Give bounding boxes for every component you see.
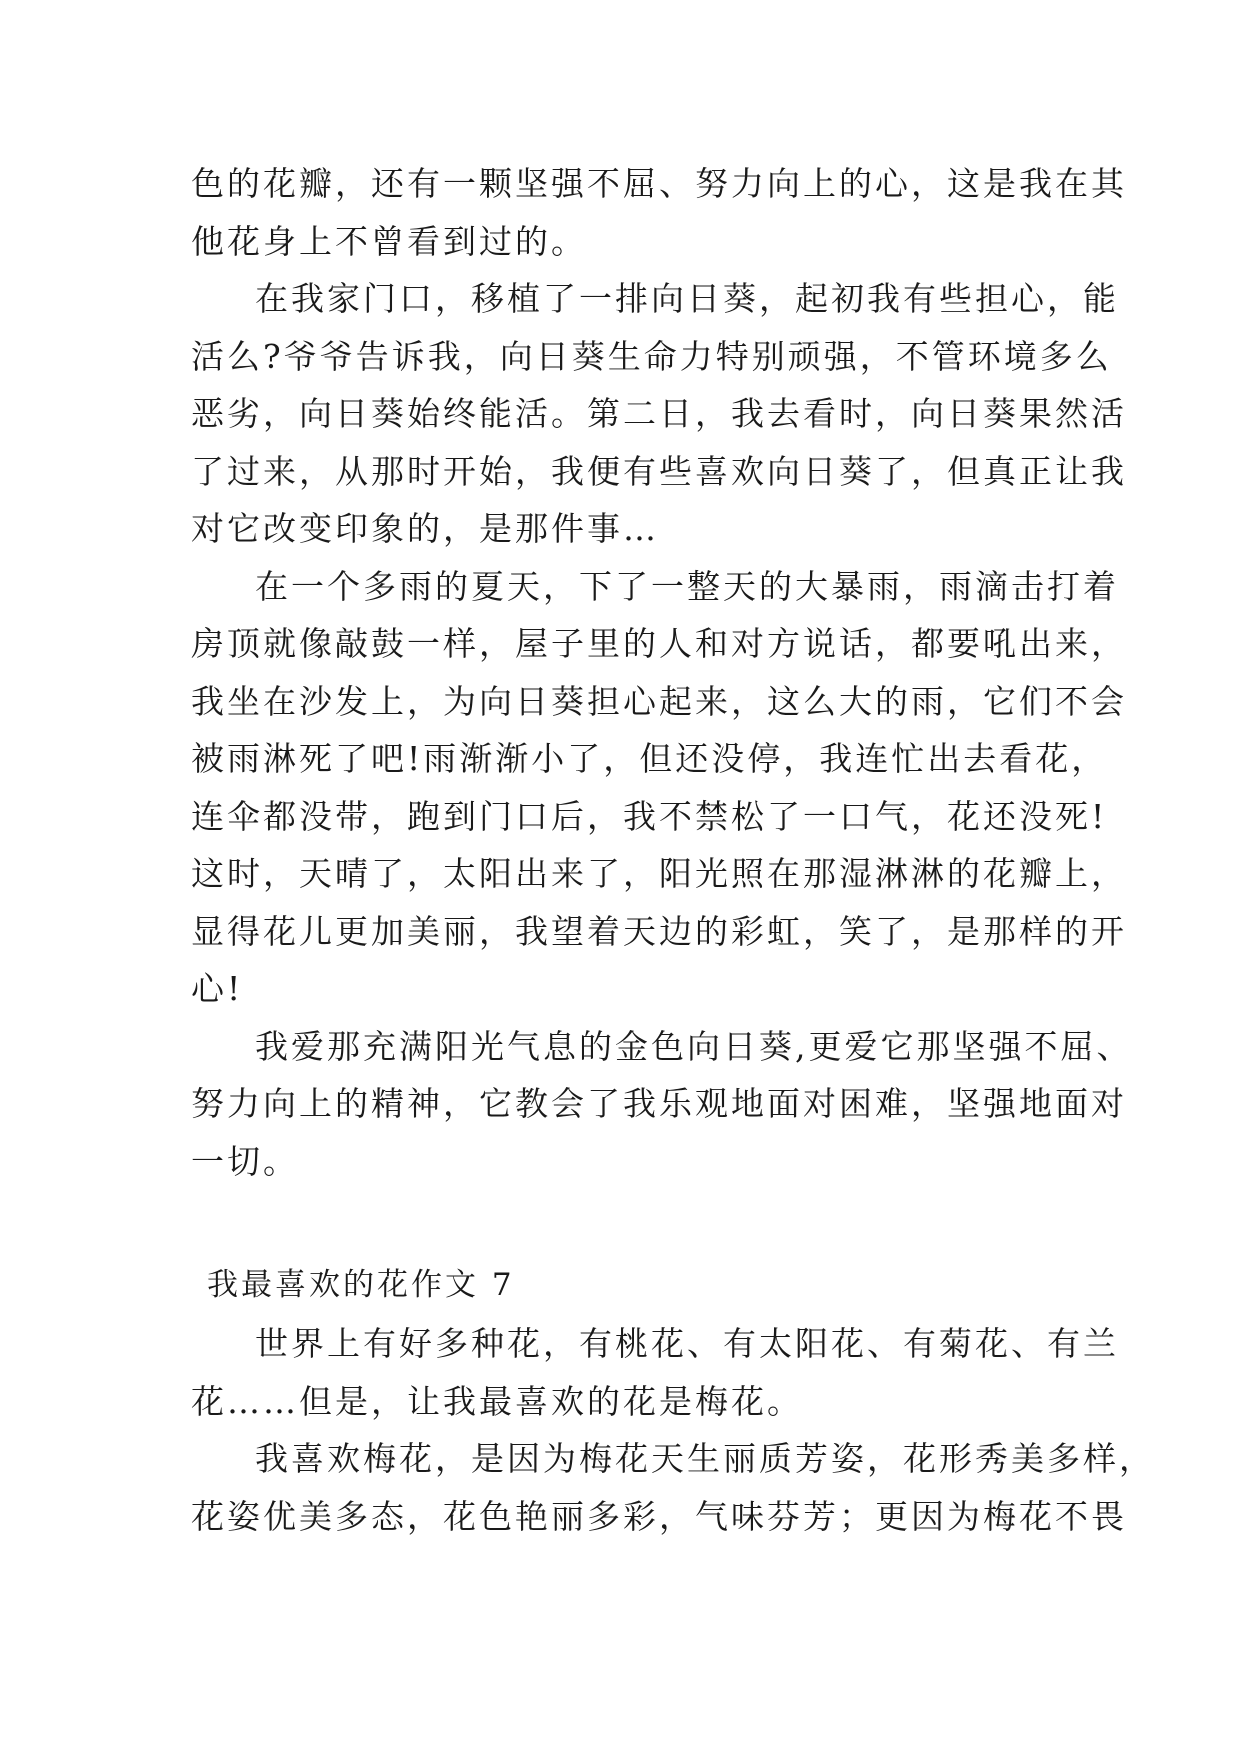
paragraph-first-line: 在一个多雨的夏天，下了一整天的大暴雨，雨滴击打着	[255, 566, 1119, 606]
text-line: 连伞都没带，跑到门口后，我不禁松了一口气，花还没死!	[191, 796, 1108, 836]
text-line: 花……但是，让我最喜欢的花是梅花。	[191, 1381, 803, 1421]
text-line: 他花身上不曾看到过的。	[191, 221, 587, 261]
paragraph-first-line: 我喜欢梅花，是因为梅花天生丽质芳姿，花形秀美多样，	[255, 1439, 1155, 1478]
text-line: 活么?爷爷告诉我，向日葵生命力特别顽强，不管环境多么	[191, 336, 1112, 376]
essay-heading: 我最喜欢的花作文 7	[207, 1267, 515, 1303]
text-line: 恶劣，向日葵始终能活。第二日，我去看时，向日葵果然活	[191, 394, 1127, 433]
paragraph-first-line: 我爱那充满阳光气息的金色向日葵,更爱它那坚强不屈、	[255, 1026, 1133, 1066]
text-line: 花姿优美多态，花色艳丽多彩，气味芬芳；更因为梅花不畏	[191, 1496, 1127, 1536]
essay-body-part-1	[191, 155, 1133, 1190]
essay-body-part-2	[191, 1315, 1155, 1545]
paragraph-first-line: 在我家门口，移植了一排向日葵，起初我有些担心，能	[255, 279, 1119, 318]
text-line: 房顶就像敲鼓一样，屋子里的人和对方说话，都要吼出来，	[191, 624, 1127, 663]
text-line: 了过来，从那时开始，我便有些喜欢向日葵了，但真正让我	[191, 451, 1127, 491]
text-line: 努力向上的精神，它教会了我乐观地面对困难，坚强地面对	[191, 1084, 1127, 1123]
text-line: 显得花儿更加美丽，我望着天边的彩虹，笑了，是那样的开	[191, 911, 1127, 951]
text-line: 我坐在沙发上，为向日葵担心起来，这么大的雨，它们不会	[191, 681, 1127, 721]
text-line: 色的花瓣，还有一颗坚强不屈、努力向上的心，这是我在其	[191, 164, 1127, 203]
text-line: 被雨淋死了吧!雨渐渐小了，但还没停，我连忙出去看花，	[191, 739, 1108, 778]
paragraph-first-line: 世界上有好多种花，有桃花、有太阳花、有菊花、有兰	[255, 1324, 1119, 1363]
text-line: 对它改变印象的，是那件事…	[191, 509, 659, 548]
text-line: 一切。	[191, 1141, 299, 1181]
text-line: 这时，天晴了，太阳出来了，阳光照在那湿淋淋的花瓣上，	[191, 854, 1127, 893]
text-line: 心!	[191, 969, 244, 1008]
